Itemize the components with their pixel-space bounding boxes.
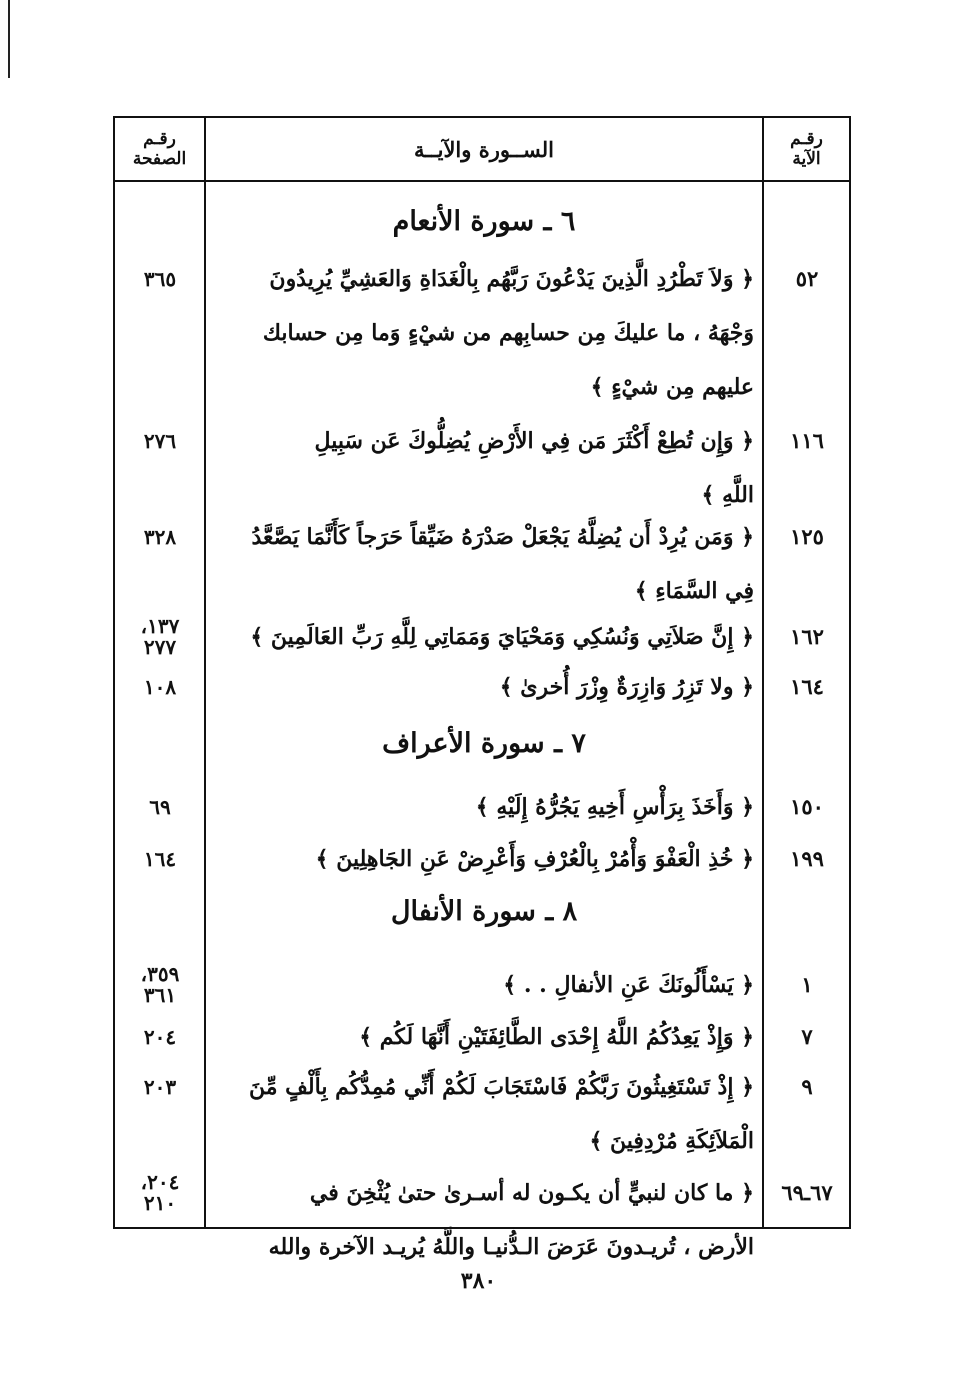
header-divider xyxy=(115,180,849,182)
page-reference: ٢٧٦ xyxy=(143,429,177,453)
surah-heading-row xyxy=(115,714,849,774)
surah-heading-row xyxy=(115,882,849,942)
table-row xyxy=(115,660,849,712)
surah-heading-row xyxy=(115,192,849,252)
verse-text: ﴿ وَأَخَذَ بِرَأْسِ أَخِيهِ يَجُرُّهُ إِلَيْهِ ﴾ xyxy=(475,794,754,820)
scan-edge-line xyxy=(8,0,10,78)
surah-title: ٨ ـ سورة الأنفال xyxy=(390,896,578,927)
verse-text: ﴿ ولا تَزِرُ وَازِرَةٌ وِزْرَ أُخرىٰ ﴾ xyxy=(499,674,754,700)
verse-text: ﴿ وَإِن تُطِعْ أَكْثَرَ مَن فِي الأَرْضِ يُضِلُّوكَ عَن سَبِيلِ اللَّهِ ﴾ xyxy=(314,428,754,508)
page-reference: ١٦٤ xyxy=(143,847,177,871)
page-reference: ٣٢٨ xyxy=(143,525,177,549)
page-reference: ٢٠٤ xyxy=(143,1025,177,1049)
verse-index-table xyxy=(113,116,851,1260)
surah-title: ٦ ـ سورة الأنعام xyxy=(392,206,576,237)
verse-number: ١٦٤ xyxy=(790,674,824,699)
page-reference: ٢٠٣ xyxy=(143,1075,177,1099)
page-number: ٣٨٠ xyxy=(460,1268,497,1294)
verse-text: ﴿ وَلاَ تَطْرُدِ الَّذِينَ يَدْعُونَ رَبَّهُم بِالْغَدَاةِ وَالعَشِيِّ يُرِيدُونَ وَجْهَهُ ، ما عليكَ مِن حسابِهم من شيْءٍ وَما مِن حسابك عليهم مِن شيْءٍ ﴾ xyxy=(262,266,754,400)
header-page-number: رقـم الصفحة xyxy=(132,129,187,169)
verse-text: ﴿ إِنَّ صَلاَتِي وَنُسُكِي وَمَحْيَايَ وَمَمَاتِي لِلَّهِ رَبِّ العَالَمِينَ ﴾ xyxy=(250,624,754,650)
verse-text: ﴿ ما كان لنبيٍّ أن يكـون له أسـرىٰ حتىٰ يُثْخِنَ في الأرض ، تُريـدونَ عَرَضَ الـدُّنيـا واللَّهُ يُريـد الآخرة والله xyxy=(268,1180,754,1260)
page-reference: ١٠٨ xyxy=(143,675,177,699)
header-verse-number: رقـم الآية xyxy=(790,129,823,169)
verse-text: ﴿ إِذْ تَسْتَغِيثُونَ رَبَّكُمْ فَاسْتَجَابَ لَكُمْ أَنِّي مُمِدُّكُم بِأَلْفٍ مِّنَ الْمَلاَئِكَةِ مُرْدِفِينَ ﴾ xyxy=(248,1074,754,1154)
table-row xyxy=(115,780,849,832)
table-row xyxy=(115,958,849,1010)
verse-number: ١٢٥ xyxy=(790,524,824,549)
table-row xyxy=(115,1060,849,1168)
table-row xyxy=(115,1010,849,1062)
table-row xyxy=(115,1166,849,1274)
table-row xyxy=(115,832,849,884)
verse-number: ٥٢ xyxy=(795,266,819,291)
page-reference: ٣٥٩، ٣٦١ xyxy=(140,962,180,1007)
table-row xyxy=(115,252,849,414)
verse-text: ﴿ خُذِ الْعَفْوَ وَأْمُرْ بِالْعُرْفِ وَأَعْرِضْ عَنِ الجَاهِلِينَ ﴾ xyxy=(315,846,754,872)
verse-number: ٦٧ـ٦٩ xyxy=(781,1180,833,1205)
verse-number: ١٩٩ xyxy=(790,846,824,871)
verse-number: ٩ xyxy=(801,1074,813,1099)
verse-number: ١ xyxy=(801,972,813,997)
verse-text: ﴿ وَمَن يُرِدْ أَن يُضِلَّهُ يَجْعَلْ صَدْرَهُ ضَيِّقاً حَرَجاً كَأَنَّمَا يَصَّعَّدُ فِي السَّمَاءِ ﴾ xyxy=(251,524,754,604)
verse-number: ١٦٢ xyxy=(790,624,824,649)
table-row xyxy=(115,610,849,662)
page-reference: ٦٩ xyxy=(149,795,171,819)
page-reference: ٣٦٥ xyxy=(143,267,177,291)
verse-number: ١٥٠ xyxy=(790,794,824,819)
verse-text: ﴿ وَإِذْ يَعِدُكُمُ اللَّهُ إِحْدَى الطَّائِفَتَيْنِ أَنَّهَا لَكُم ﴾ xyxy=(359,1024,754,1050)
header-surah-and-verse: الســورة والآيــة xyxy=(414,136,554,162)
page-reference: ١٣٧، ٢٧٧ xyxy=(140,614,180,659)
surah-title: ٧ ـ سورة الأعراف xyxy=(382,728,586,759)
table-row xyxy=(115,414,849,518)
verse-number: ١١٦ xyxy=(790,428,824,453)
table-row xyxy=(115,510,849,616)
verse-number: ٧ xyxy=(801,1024,813,1049)
verse-text: ﴿ يَسْأَلُونَكَ عَنِ الأنفالِ . . ﴾ xyxy=(503,972,754,998)
page-reference: ٢٠٤، ٢١٠ xyxy=(140,1170,180,1215)
